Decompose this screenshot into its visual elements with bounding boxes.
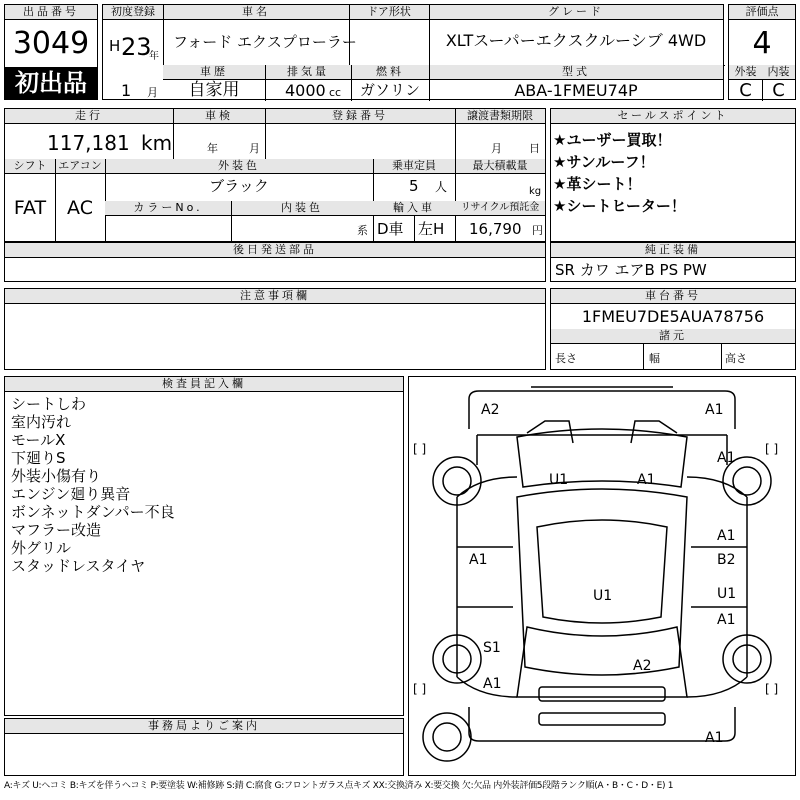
reg-month: 1	[121, 81, 132, 100]
capacity-value: 5	[409, 177, 419, 195]
history-value: 自家用	[188, 80, 240, 100]
inspection-year-unit: 年	[207, 142, 218, 155]
score-header: 評価点	[729, 5, 795, 20]
ext-color-value: ブラック	[209, 177, 269, 195]
damage-mark: U1	[549, 472, 569, 488]
reg-header: 初度登録	[103, 5, 163, 20]
transfer-day-unit: 日	[529, 142, 540, 155]
damage-mark: A1	[705, 730, 724, 746]
exterior-header: 外装	[729, 65, 762, 80]
aircon-value: AC	[67, 197, 93, 219]
office-box	[4, 718, 404, 776]
inspector-item: 下廻りS	[11, 449, 66, 467]
details-box	[4, 108, 546, 242]
inspector-box	[4, 376, 404, 716]
bracket-mark: [ ]	[765, 682, 779, 696]
door-header: ドア形状	[349, 5, 429, 20]
import-handle: 左H	[418, 220, 445, 238]
capacity-unit: 人	[435, 180, 448, 194]
chassis-value: 1FMEU7DE5AUA78756	[581, 307, 765, 326]
sales-point-item: ★シートヒーター！	[553, 197, 686, 215]
recycle-unit: 円	[532, 224, 543, 237]
damage-mark: A1	[637, 472, 656, 488]
bracket-mark: [ ]	[413, 682, 427, 696]
load-header: 最大積載量	[455, 159, 545, 174]
width-label: 幅	[649, 352, 660, 365]
damage-mark: A1	[469, 552, 488, 568]
bracket-mark: [ ]	[765, 442, 779, 456]
shift-value: FAT	[13, 197, 47, 219]
reg-era: H	[109, 37, 121, 55]
int-color-suffix: 系	[357, 224, 368, 237]
height-label: 高さ	[725, 352, 747, 365]
damage-mark: B2	[717, 552, 736, 568]
damage-mark: A1	[705, 402, 724, 418]
history-header: 車歴	[163, 65, 265, 80]
inspector-item: スタッドレスタイヤ	[11, 557, 146, 575]
damage-mark: A1	[717, 612, 736, 628]
int-color-header: 内装色	[231, 201, 373, 216]
damage-mark: A2	[481, 402, 500, 418]
legend: A:キズ U:ヘコミ B:キズを伴うヘコミ P:要塗装 W:補修跡 S:錆 C:腐食 G:フロントガラス点キズ XX:交換済み X:要交換 欠:欠品 内外装評価5段階ランク順(A・B・C・D・E) 1	[4, 781, 674, 791]
damage-mark: A1	[717, 528, 736, 544]
notes-header: 注意事項欄	[5, 289, 545, 304]
sales-point-item: ★ユーザー買取！	[553, 131, 672, 149]
grade-value: XLTスーパーエクスクルーシブ 4WD	[445, 31, 707, 50]
mileage-header: 走行	[5, 109, 173, 124]
hood-outline	[517, 429, 687, 487]
inspection-month-unit: 月	[249, 142, 260, 155]
wheels	[423, 457, 771, 761]
type-value: ABA-1FMEU74P	[514, 81, 638, 100]
inspector-item: ボンネットダンパー不良	[11, 503, 175, 521]
vehicle-header-box	[102, 4, 724, 100]
notes-box	[4, 288, 546, 370]
left-side	[457, 477, 517, 697]
length-label: 長さ	[555, 352, 577, 365]
damage-mark: A1	[483, 676, 502, 692]
aircon-header: エアコン	[55, 159, 105, 174]
sales-points-header: セールスポイント	[551, 109, 795, 124]
damage-mark: A2	[633, 658, 652, 674]
inspector-item: モールX	[11, 431, 66, 449]
first-listing-badge: 初出品	[5, 67, 97, 99]
color-no-header: カラーNo.	[105, 201, 231, 216]
damage-mark: U1	[593, 588, 613, 604]
reg-month-unit: 月	[147, 86, 158, 99]
inspector-item: 室内汚れ	[11, 413, 72, 431]
cabin-outline	[517, 489, 687, 675]
lot-number: 3049	[12, 26, 90, 61]
bracket-mark: [ ]	[413, 442, 427, 456]
damage-mark: A1	[717, 450, 736, 466]
transfer-header: 譲渡書類期限	[455, 109, 545, 124]
roof-panel	[537, 520, 667, 623]
inspector-item: 外グリル	[11, 539, 72, 557]
model-name: フォード エクスプローラー	[173, 33, 357, 51]
lot-box	[4, 4, 98, 100]
chassis-header: 車台番号	[551, 289, 795, 304]
equipment-box	[550, 242, 796, 282]
inspector-header: 検査員記入欄	[5, 377, 403, 392]
import-type: D車	[377, 220, 404, 238]
damage-map	[408, 376, 796, 776]
mileage-value: 117,181	[47, 131, 130, 155]
inspection-header: 車検	[173, 109, 265, 124]
sales-point-item: ★革シート！	[553, 175, 642, 193]
reg-year-unit: 年	[149, 51, 159, 62]
damage-mark: U1	[717, 586, 737, 602]
equipment-value: SR カワ エアB PS PW	[555, 261, 707, 279]
shift-header: シフト	[5, 159, 55, 174]
chassis-box	[550, 288, 796, 370]
interior-header: 内装	[762, 65, 795, 80]
inspector-item: シートしわ	[11, 395, 87, 413]
mileage-unit: km	[141, 131, 173, 155]
registration-header: 登録番号	[265, 109, 455, 124]
dimensions-header: 諸元	[551, 329, 795, 344]
recycle-value: 16,790	[469, 220, 522, 238]
sales-points-box	[550, 108, 796, 242]
sales-point-item: ★サンルーフ！	[553, 153, 655, 171]
grade-header: グレード	[429, 5, 723, 20]
load-unit: kg	[529, 186, 542, 197]
exterior-score: C	[739, 80, 752, 101]
import-header: 輸入車	[373, 201, 455, 216]
transfer-month-unit: 月	[491, 142, 502, 155]
inspector-item: エンジン廻り異音	[11, 485, 131, 503]
inspector-item: 外装小傷有り	[11, 467, 102, 485]
car-diagram	[409, 377, 795, 775]
ext-color-header: 外装色	[105, 159, 373, 174]
interior-score: C	[772, 80, 785, 101]
score-box	[728, 4, 796, 100]
damage-mark: S1	[483, 640, 501, 656]
type-header: 型式	[429, 65, 723, 80]
displacement-header: 排気量	[265, 65, 351, 80]
displacement-value: 4000	[285, 81, 326, 100]
body-outline	[469, 387, 735, 741]
capacity-header: 乗車定員	[373, 159, 455, 174]
inspector-item: マフラー改造	[11, 521, 102, 539]
displacement-unit: cc	[329, 86, 342, 99]
fuel-header: 燃料	[351, 65, 429, 80]
office-header: 事務局よりご案内	[5, 719, 403, 734]
later-parts-box	[4, 242, 546, 282]
reg-year: 23	[121, 33, 152, 61]
score-value: 4	[752, 26, 772, 61]
fuel-value: ガソリン	[359, 81, 420, 99]
lot-header: 出品番号	[5, 5, 97, 20]
later-parts-header: 後日発送部品	[5, 243, 545, 258]
recycle-header: リサイクル預託金	[455, 201, 545, 216]
model-header: 車名	[163, 5, 349, 20]
equipment-header: 純正装備	[551, 243, 795, 258]
